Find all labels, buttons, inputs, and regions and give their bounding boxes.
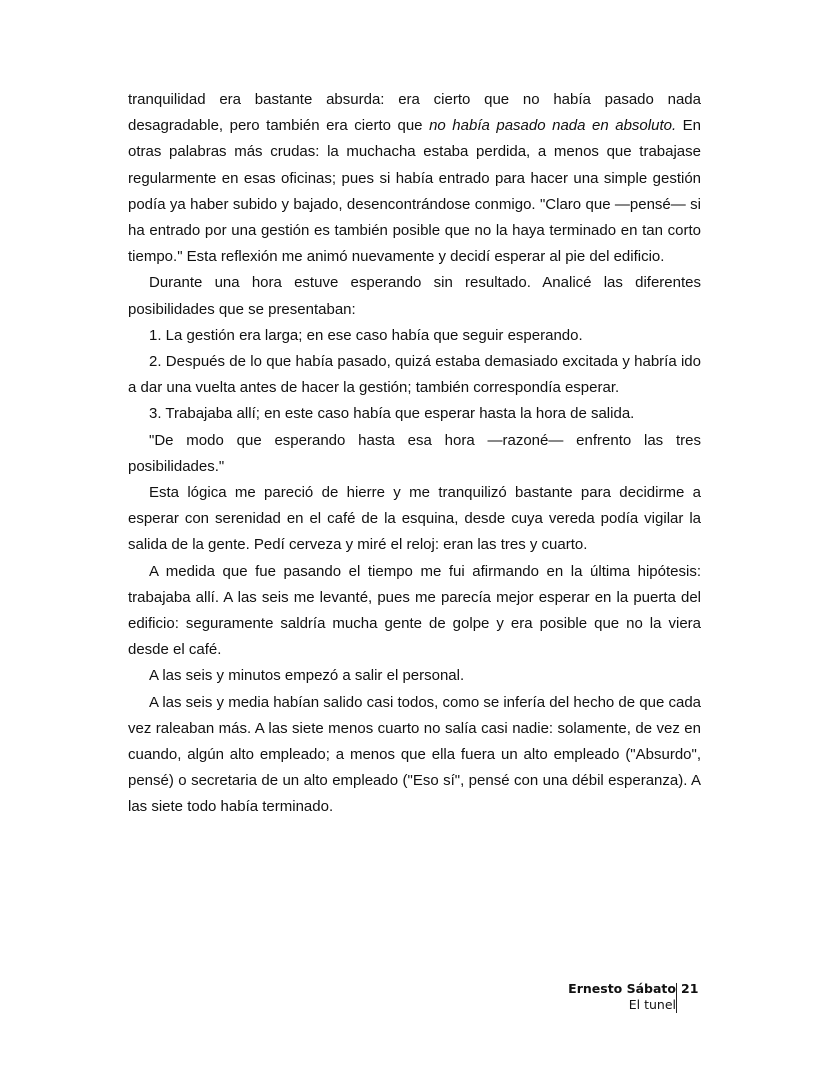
paragraph-text: En otras palabras más crudas: la muchacha estaba perdida, a menos que trabajase regularmente en esas oficinas; pues si había entrado para hacer una simple gestión podía ya haber subido y bajado, desencontrándose conmigo. "Claro que —pensé— si ha entrado por una gestión es también posible que no la haya terminado en tan corto tiempo." Esta reflexión me animó nuevamente y decidí esperar al pie del edificio. bbox=[128, 117, 702, 266]
footer-author: Ernesto Sábato bbox=[568, 981, 676, 996]
paragraph-1 bbox=[128, 87, 701, 270]
paragraph-final: A las seis y media habían salido casi todos, como se infería del hecho de que cada vez raleaban más. A las siete menos cuarto no salía casi nadie: solamente, de vez en cuando, algún alto empleado; a menos que ella fuera un alto empleado ("Absurdo", pensé) o secretaria de un alto empleado ("Eso sí", pensé con una débil esperanza). A las siete todo había terminado. bbox=[128, 693, 702, 816]
footer-meta bbox=[568, 981, 676, 1013]
footer-book-title: El tunel bbox=[628, 997, 676, 1012]
paragraph-logic: Esta lógica me pareció de hierre y me tranquilizó bastante para decidirme a esperar con serenidad en el café de la esquina, desde cuya vereda podía vigilar la salida de la gente. Pedí cerveza y miré el reloj: eran las tres y cuarto. bbox=[128, 484, 701, 554]
paragraph-2: Durante una hora estuve esperando sin resultado. Analicé las diferentes posibilidades que se presentaban: bbox=[128, 274, 701, 318]
paragraph-text: tranquilidad era bastante absurda: era cierto que no había pasado nada desagradable, pero también era cierto que bbox=[128, 91, 701, 135]
list-item-1: 1. La gestión era larga; en ese caso había que seguir esperando. bbox=[149, 326, 583, 344]
list-item-2: 2. Después de lo que había pasado, quizá estaba demasiado excitada y habría ido a dar una vuelta antes de hacer la gestión; también correspondía esperar. bbox=[128, 353, 701, 397]
italic-emphasis: no había pasado nada en absoluto. bbox=[429, 117, 677, 135]
paragraph-hypothesis: A medida que fue pasando el tiempo me fui afirmando en la última hipótesis: trabajaba allí. A las seis me levanté, pues me parecía mejor esperar en la puerta del edificio: seguramente saldría mucha gente de golpe y era posible que no la viera desde el café. bbox=[128, 562, 701, 659]
list-item-3: 3. Trabajaba allí; en este caso había que esperar hasta la hora de salida. bbox=[149, 405, 635, 423]
paragraph-personal: A las seis y minutos empezó a salir el personal. bbox=[149, 667, 465, 685]
page-number: 21 bbox=[681, 981, 699, 996]
paragraph-quote: "De modo que esperando hasta esa hora —razoné— enfrento las tres posibilidades." bbox=[128, 431, 701, 475]
body-text bbox=[128, 87, 701, 821]
footer-divider bbox=[676, 983, 677, 1013]
